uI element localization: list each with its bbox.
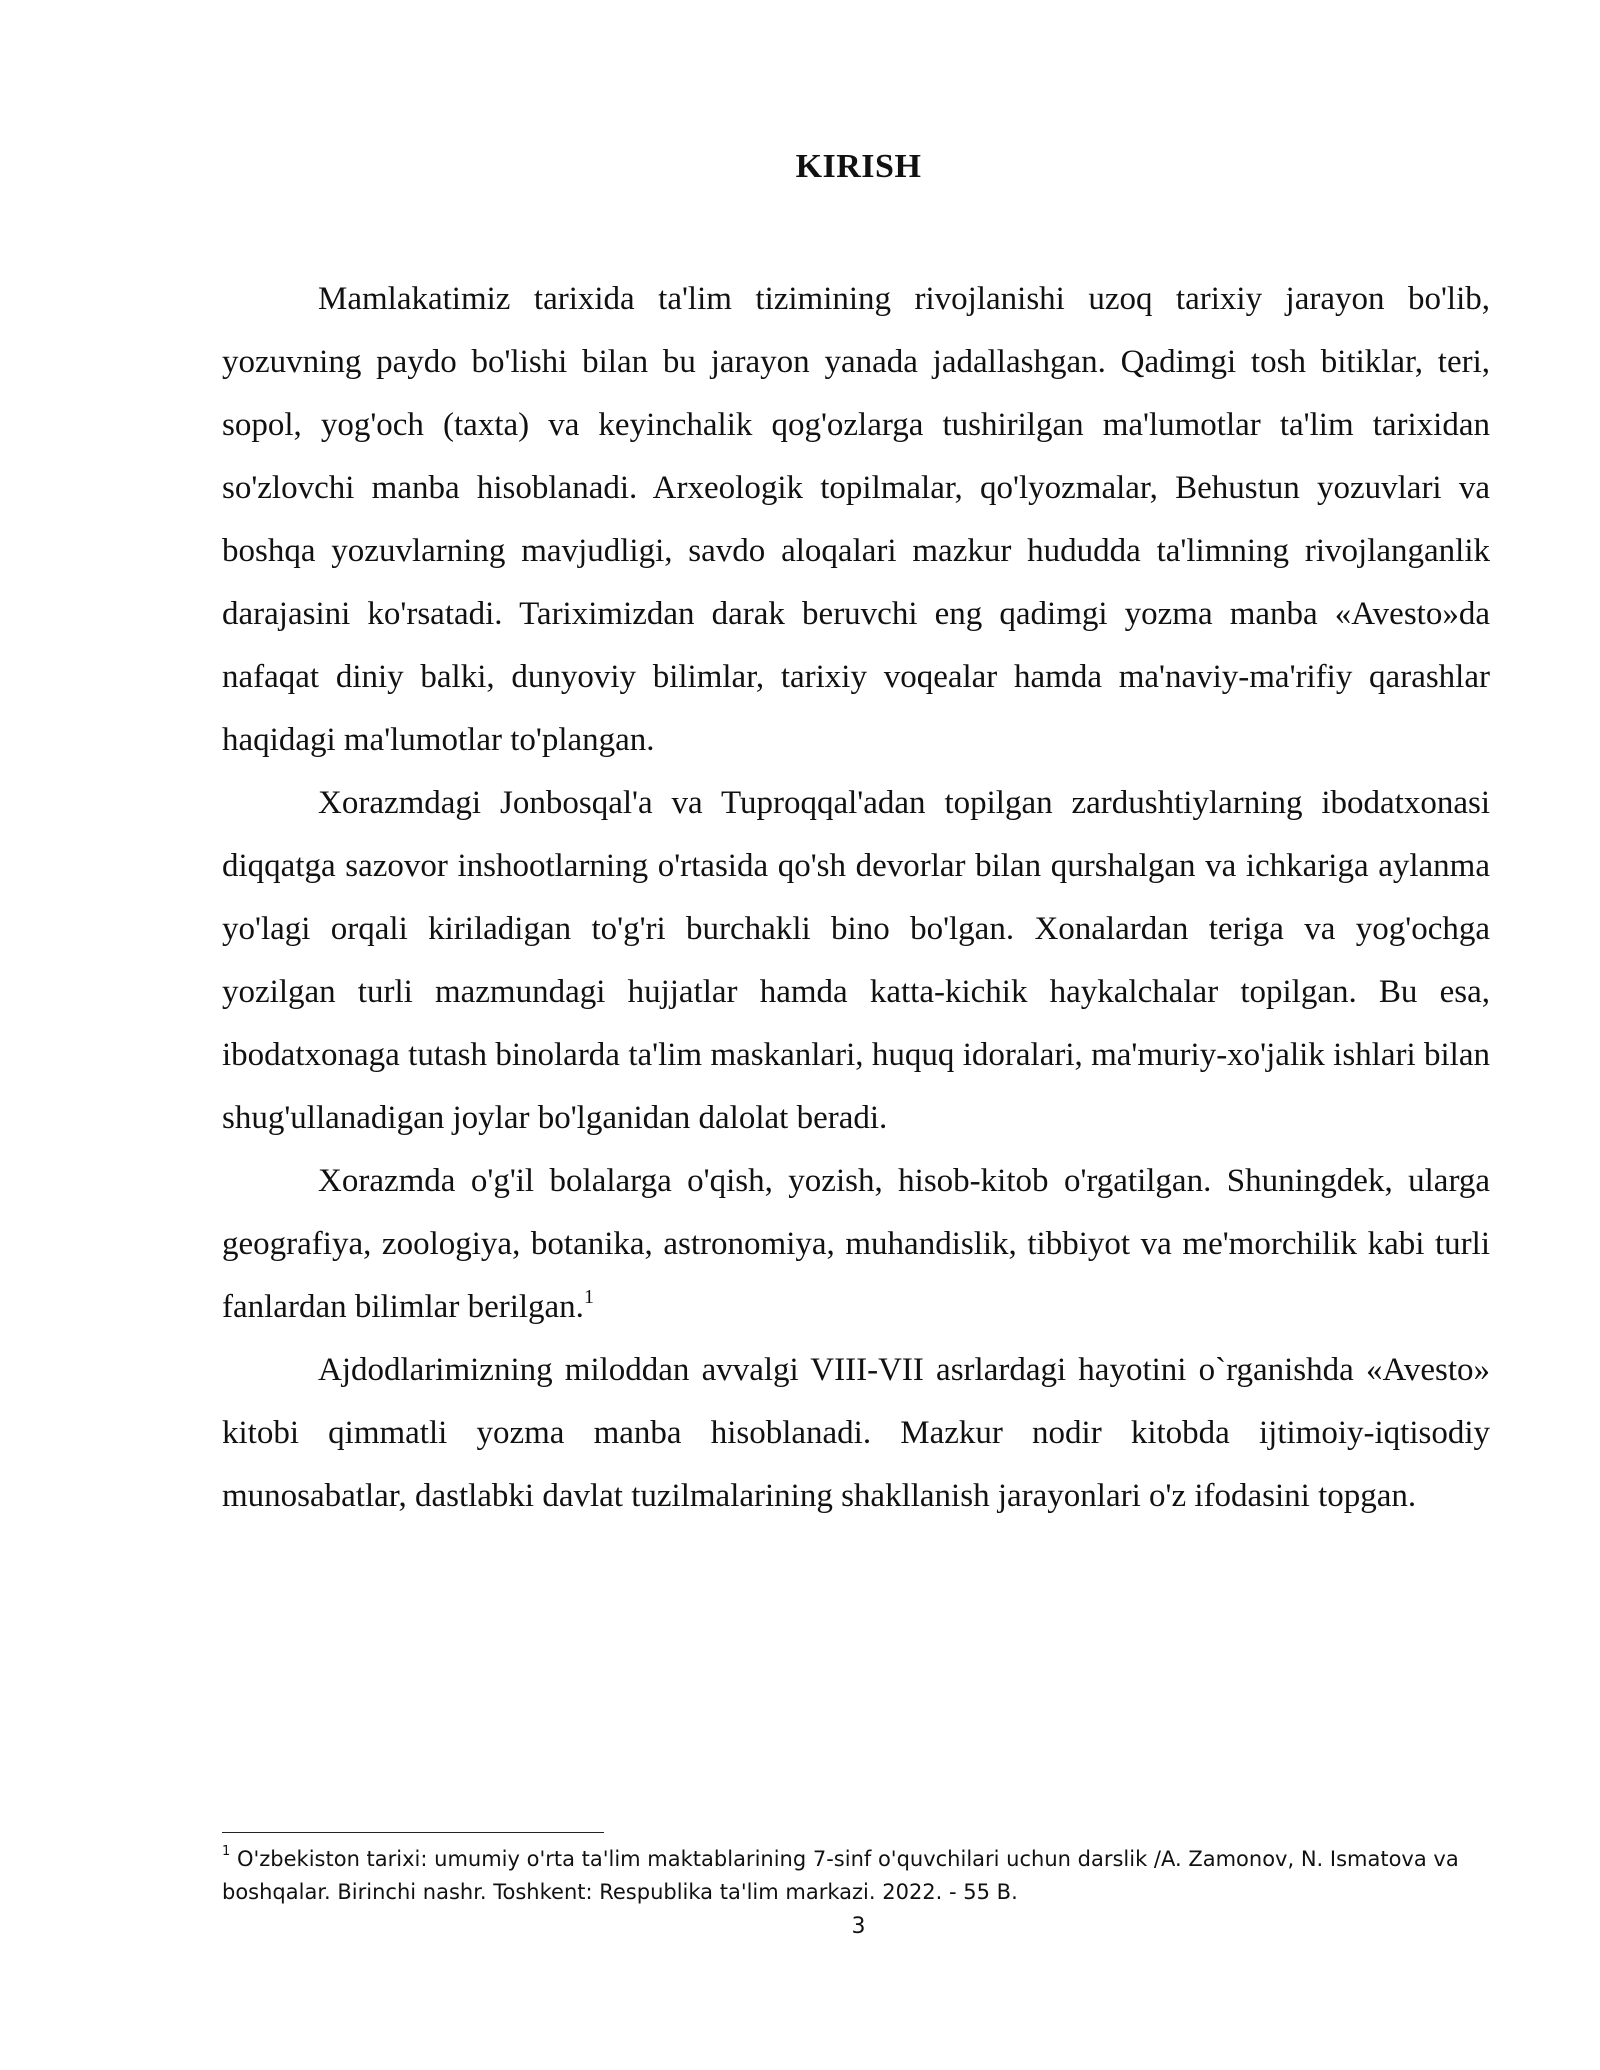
footnote-text: O'zbekiston tarixi: umumiy o'rta ta'lim maktablarining 7-sinf o'quvchilari uchun darslik /A. Zamonov, N. Ismatova va boshqalar. Birinchi nashr. Toshkent: Respublika ta'lim markazi. 2022. - 55 B. <box>222 1847 1459 1904</box>
paragraph-text: Xorazmdagi Jonbosqal'a va Tuproqqal'adan topilgan zardushtiylarning ibodatxonasi diqqatga sazovor inshootlarning o'rtasida qo'sh devorlar bilan qurshalgan va ichkariga aylanma yo'lagi orqali kiriladigan to'g'ri burchakli bino bo'lgan. Xonalardan teriga va yog'ochga yozilgan turli mazmundagi hujjatlar hamda katta-kichik haykalchalar topilgan. Bu esa, ibodatxonaga tutash binolarda ta'lim maskanlari, huquq idoralari, ma'muriy-xo'jalik ishlari bilan shug'ullanadigan joylar bo'lganidan dalolat beradi. <box>222 785 1490 1136</box>
paragraph-text: Xorazmda o'g'il bolalarga o'qish, yozish, hisob-kitob o'rgatilgan. Shuningdek, ularga geografiya, zoologiya, botanika, astronomiya, muhandislik, tibbiyot va me'morchilik kabi turli fanlardan bilimlar berilgan. <box>222 1163 1490 1325</box>
footnote-marker: 1 <box>222 1844 231 1859</box>
paragraph-3 <box>222 1150 1490 1339</box>
page-number: 3 <box>851 1914 866 1939</box>
paragraph-1 <box>222 268 1490 772</box>
footnote <box>222 1843 1490 1909</box>
page-title: KIRISH <box>795 148 922 185</box>
body-text <box>222 268 1490 1528</box>
paragraph-text: Mamlakatimiz tarixida ta'lim tizimining rivojlanishi uzoq tarixiy jarayon bo'lib, yozuvning paydo bo'lishi bilan bu jarayon yanada jadallashgan. Qadimgi tosh bitiklar, teri, sopol, yog'och (taxta) va keyinchalik qog'ozlarga tushirilgan ma'lumotlar ta'lim tarixidan so'zlovchi manba hisoblanadi. Arxeologik topilmalar, qo'lyozmalar, Behustun yozuvlari va boshqa yozuvlarning mavjudligi, savdo aloqalari mazkur hududda ta'limning rivojlanganlik darajasini ko'rsatadi. Tariximizdan darak beruvchi eng qadimgi yozma manba «Avesto»da nafaqat diniy balki, dunyoviy bilimlar, tarixiy voqealar hamda ma'naviy-ma'rifiy qarashlar haqidagi ma'lumotlar to'plangan. <box>222 281 1490 758</box>
footnote-separator <box>222 1832 604 1833</box>
paragraph-text: Ajdodlarimizning miloddan avvalgi VIII-VII asrlardagi hayotini o`rganishda «Avesto» kitobi qimmatli yozma manba hisoblanadi. Mazkur nodir kitobda ijtimoiy-iqtisodiy munosabatlar, dastlabki davlat tuzilmalarining shakllanish jarayonlari o'z ifodasini topgan. <box>222 1352 1490 1514</box>
paragraph-4 <box>222 1339 1490 1528</box>
paragraph-2 <box>222 772 1490 1150</box>
footnote-reference: 1 <box>583 1286 594 1308</box>
